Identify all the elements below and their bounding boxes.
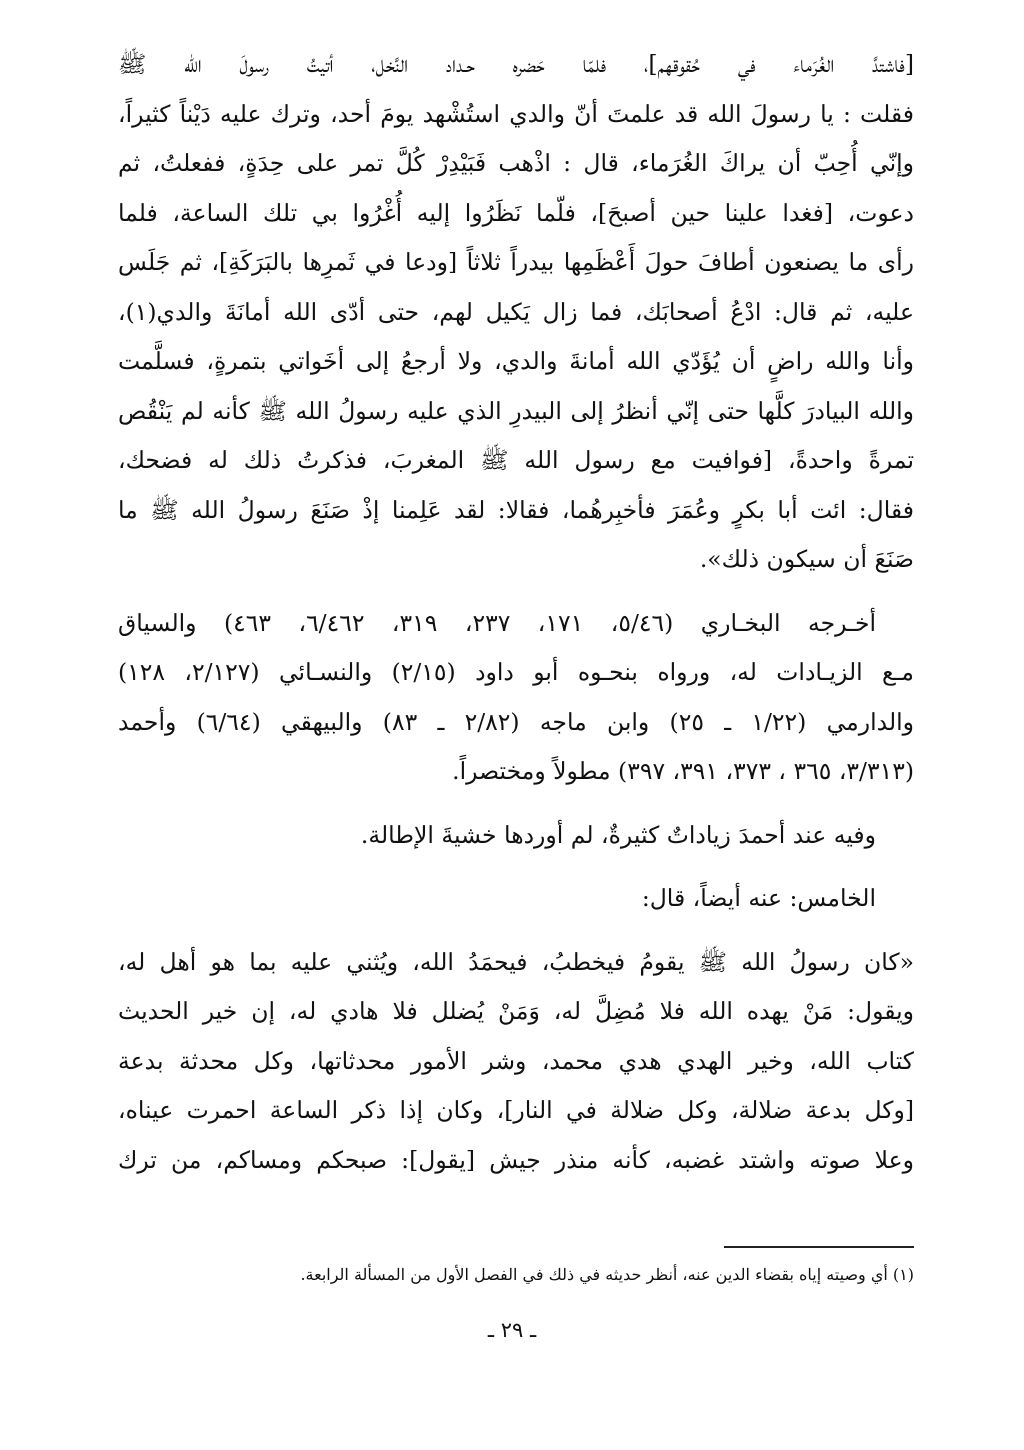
text-line: تمرةً واحدةً، [فوافيت مع رسول الله ﷺ المغربَ، فذكرتُ ذلك له فضحك، <box>118 446 914 474</box>
text-line: [وكل بدعة ضلالة، وكل ضلالة في النار]، وكان إذا ذكر الساعة احمرت عيناه، <box>118 1096 914 1124</box>
text-line: فقلت : يا رسولَ الله قد علمتَ أنّ والدي استُشْهد يومَ أحد، وترك عليه دَيْناً كثيراً، <box>118 99 914 128</box>
footnote-divider <box>724 1246 914 1248</box>
paragraph-ziyadat <box>118 811 914 861</box>
text-line: وأنا والله راضٍ أن يُؤَدّي الله أمانةَ والدي، ولا أرجعُ إلى أخَواتي بتمرةٍ، فسلَّمت <box>118 347 914 375</box>
footnote: (١) أي وصيته إياه بقضاء الدين عنه، أنظر حديثه في ذلك في الفصل الأول من المسألة الرابعة. <box>300 1265 914 1284</box>
text-line: والله البيادرَ كلَّها حتى إنّي أنظرُ إلى البيدرِ الذي عليه رسولُ الله ﷺ كأنه لم يَنْقُص <box>118 396 914 425</box>
text-line: دعوت، [فغدا علينا حين أصبحَ]، فلّما نَظَرُوا إليه أُغْرُوا بي تلك الساعة، فلما <box>118 198 914 227</box>
text-line: وفيه عند أحمدَ زياداتٌ كثيرةٌ، لم أوردها خشيةَ الإطالة. <box>360 820 876 849</box>
text-line: وإنّي أُحِبّ أن يراكَ الغُرَماء، قال : اذْهب فَبَيْدِرْ كُلَّ تمر على حِدَةٍ، ففعلتُ، ثم <box>118 149 914 177</box>
page-number: ـ ٢٩ ـ <box>487 1318 537 1342</box>
page-body <box>118 40 914 1199</box>
text-line: صَنَعَ أن سيكون ذلك». <box>699 545 914 573</box>
text-line: عليه، ثم قال: ادْعُ أصحابَك، فما زال يَكيل لهم، حتى أدّى الله أمانَةَ والدي(١)، <box>118 297 914 326</box>
text-line: والدارمي (١/٢٢ ـ ٢٥) وابن ماجه (٢/٨٢ ـ ٨٣) والبيهقي (٦/٦٤) وأحمد <box>118 707 914 736</box>
text-line: فقال: ائت أبا بكرٍ وعُمَرَ فأخبِرهُما، فقالا: لقد عَلِمنا إذْ صَنَعَ رسولُ الله ﷺ ما <box>118 495 914 524</box>
text-line: مـع الزيـادات له، ورواه بنحـوه أبو داود (٢/١٥) والنسـائي (٢/١٢٧، ١٢٨) <box>118 658 914 686</box>
text-line: كتاب الله، وخير الهدي هدي محمد، وشر الأمور محدثاتها، وكل محدثة بدعة <box>118 1046 914 1075</box>
text-line: «كان رسولُ الله ﷺ يقومُ فيخطبُ، فيحمَدُ الله، ويُثني عليه بما هو أهل له، <box>118 947 914 976</box>
paragraph-takhrij <box>118 599 914 797</box>
text-line: أخـرجه البخـاري (٥/٤٦، ١٧١، ٢٣٧، ٣١٩، ٦/٤٦٢، ٤٦٣) والسياق <box>118 608 877 637</box>
text-line: وعلا صوته واشتد غضبه، كأنه منذر جيش [يقول]: صبحكم ومساكم، من ترك <box>118 1145 914 1174</box>
text-line: (٣/٣١٣، ٣٦٥ ، ٣٧٣، ٣٩١، ٣٩٧) مطولاً ومختصراً. <box>452 757 914 785</box>
text-line: [فاشتدَّ الغُرَماء في حُقوقهم]، فلمّا حَضره حـداد النَّخل، أتيتُ رسولَ الله ﷺ <box>118 50 914 78</box>
paragraph-hadith-khutba <box>118 938 914 1186</box>
text-line: رأى ما يصنعون أطافَ حولَ أَعْظَمِها بيدراً ثلاثاً [ودعا في ثَمرِها بالبَرَكَةِ]، ثم جَلَس <box>118 248 914 276</box>
paragraph-hadith-continuation <box>118 40 914 585</box>
text-line: الخامس: عنه أيضاً، قال: <box>641 884 876 912</box>
paragraph-heading-fifth <box>118 874 914 924</box>
text-line: ويقول: مَنْ يهده الله فلا مُضِلَّ له، وَمَنْ يُضلل فلا هادي له، إن خير الحديث <box>118 997 914 1025</box>
